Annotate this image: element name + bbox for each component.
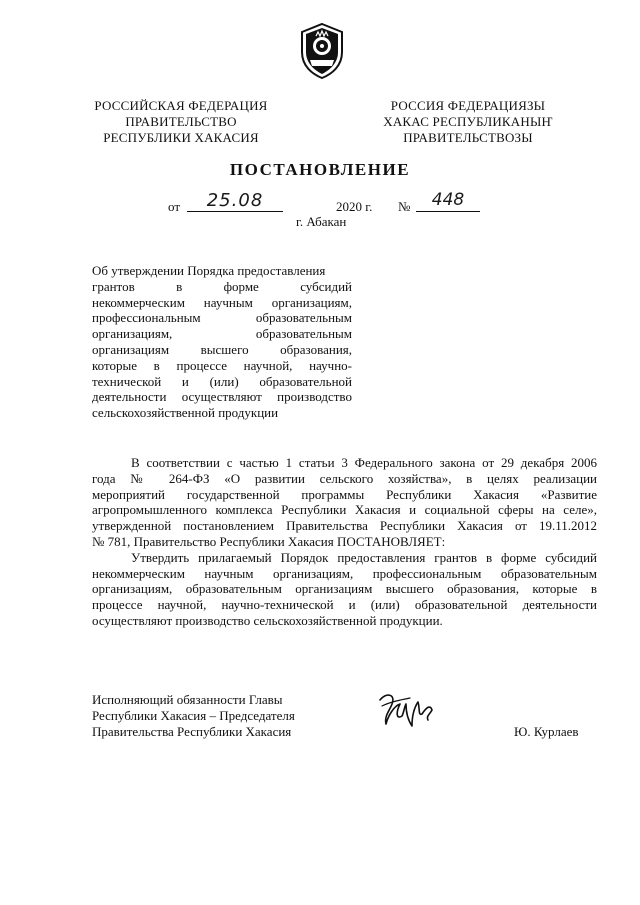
document-title: ПОСТАНОВЛЕНИЕ [229,160,411,179]
paragraph-1-line: В соответствии с частью 1 статьи 3 Федерального закона от 29 декабря 2006 [131,455,597,470]
position-line: Правительства Республики Хакасия [92,724,292,739]
paragraph-1-line: мероприятий государственной программы Республики Хакасия «Развитие [92,486,597,502]
paragraph-2-line: Утвердить прилагаемый Порядок предоставления грантов в форме субсидий [131,549,597,565]
header-left-line-1: РОССИЙСКАЯ ФЕДЕРАЦИЯ [94,98,268,113]
paragraph-1-line: утвержденной постановлением Правительства Республики Хакасия от 19.11.2012 [92,518,597,534]
coat-of-arms-icon [296,22,348,80]
paragraph-2-line: процессе научной, научно-технической и (или) образовательной деятельности [92,597,597,613]
subject-line: деятельности осуществляют производство [92,389,352,405]
paragraph-2-line: некоммерческим научным организациям, профессиональным образовательным [92,565,597,581]
year-label: 2020 г. [336,199,373,214]
date-underline [187,211,283,212]
paragraph-2-line: организациям, образовательным организациям высшего образования, которые в [92,581,597,597]
subject-line: которые в процессе научной, научно- [92,357,352,373]
subject-block [92,263,352,421]
header-left [78,98,284,146]
paragraph-1-line: года № 264-ФЗ «О развитии сельского хозяйства», в целях реализации [92,470,597,486]
city-label: г. Абакан [296,214,347,229]
subject-line: организациям, образовательным [92,326,352,342]
signatory-name: Ю. Курлаев [514,724,579,739]
subject-line: организациям высшего образования, [92,341,352,357]
header-right-line-3: ПРАВИТЕЛЬСТВОЗЫ [403,130,533,145]
date-value: 25.08 [206,190,264,211]
document-number: 448 [431,190,465,210]
subject-line: профессиональным образовательным [92,310,352,326]
signatory-position [92,692,295,740]
handwritten-signature-icon [374,686,438,736]
header-right-line-2: ХАКАС РЕСПУБЛИКАНЫҤ [383,114,553,129]
body-text [92,455,597,629]
number-sign: № [398,199,411,214]
paragraph-2-line: осуществляют производство сельскохозяйственной продукции. [92,612,443,628]
paragraph-1-line: № 781, Правительство Республики Хакасия ПОСТАНОВЛЯЕТ: [92,533,446,549]
position-line: Республики Хакасия – Председателя [92,708,295,723]
subject-line: Об утверждении Порядка предоставления [92,263,326,278]
date-prefix: от [168,199,181,214]
subject-line: грантов в форме субсидий [92,278,352,294]
paragraph-1-line: агропромышленного комплекса Республики Хакасия и социальной сферы на селе», [92,502,597,518]
header-left-line-3: РЕСПУБЛИКИ ХАКАСИЯ [103,130,259,145]
subject-line: технической и (или) образовательной [92,373,352,389]
header-left-line-2: ПРАВИТЕЛЬСТВО [125,114,237,129]
number-underline [416,211,480,212]
header-right-line-1: РОССИЯ ФЕДЕРАЦИЯЗЫ [390,98,546,113]
subject-line: сельскохозяйственной продукции [92,405,279,421]
position-line: Исполняющий обязанности Главы [92,692,283,707]
subject-line: некоммерческим научным организациям, [92,294,352,310]
header-right [370,98,566,146]
